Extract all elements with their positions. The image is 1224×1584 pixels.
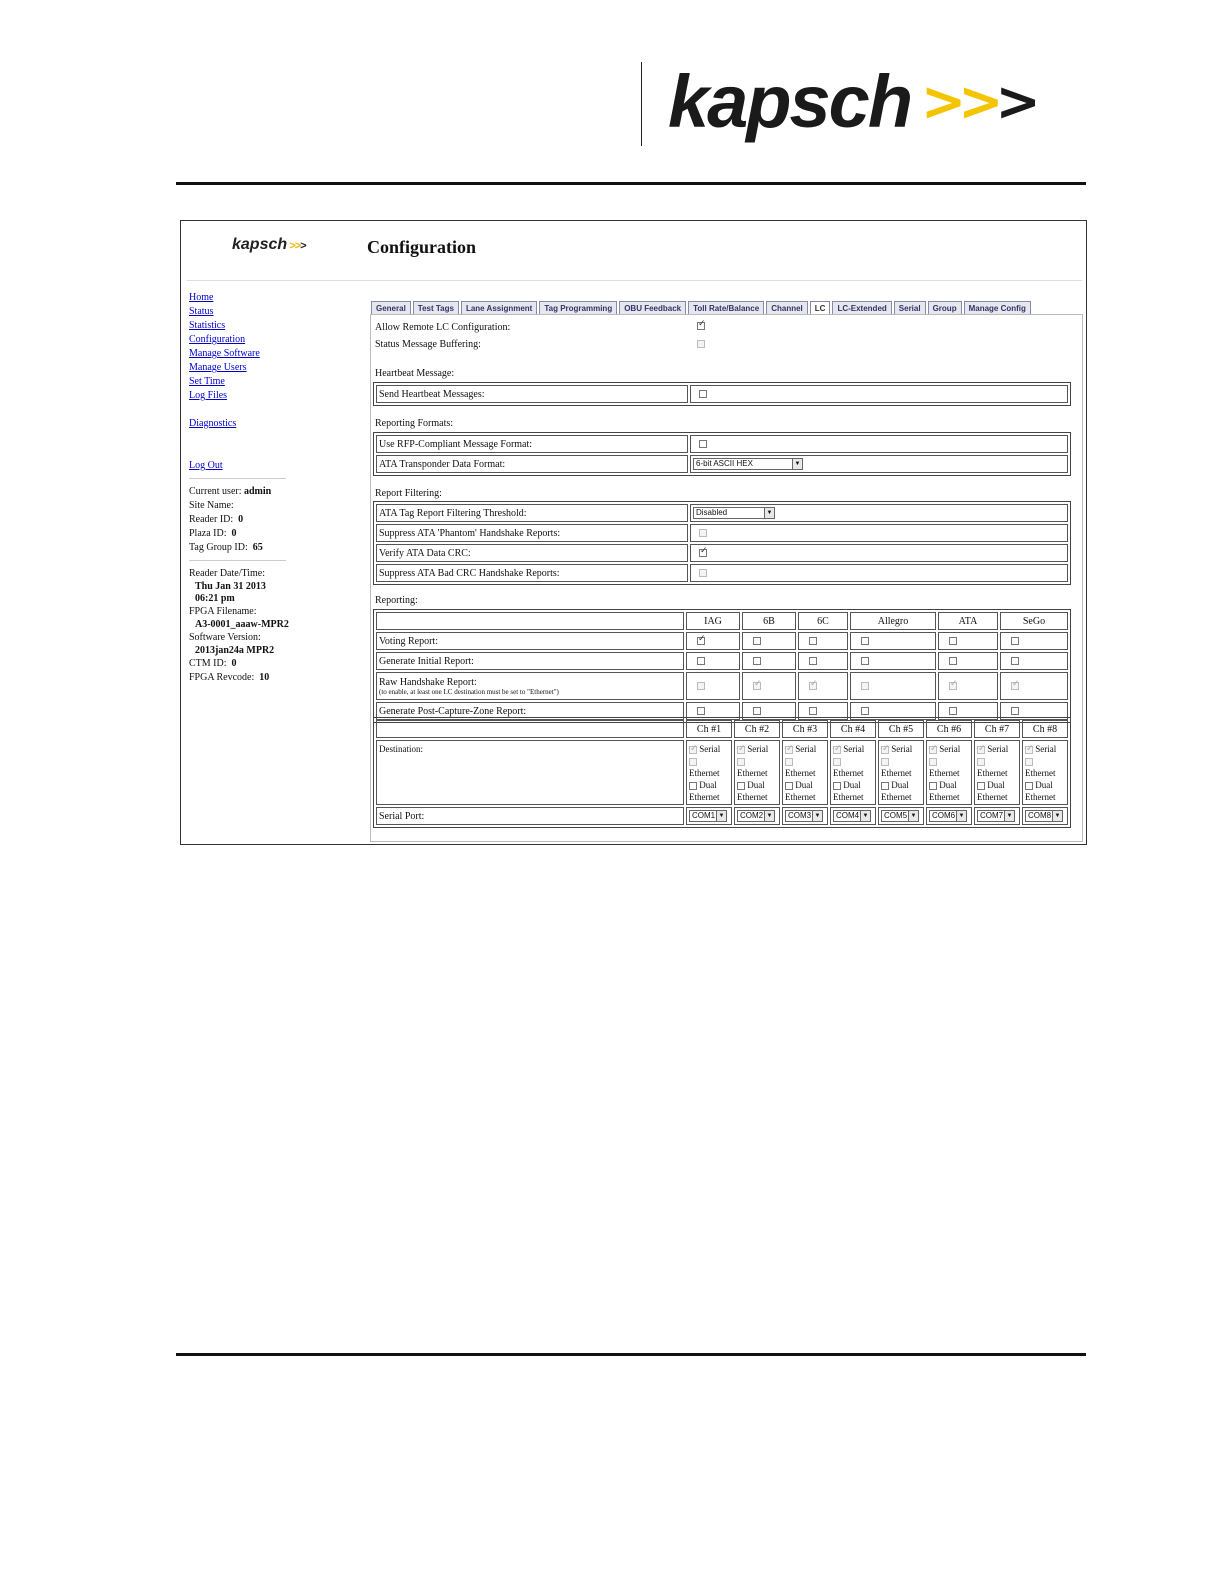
voting-ata-checkbox[interactable] [949, 637, 957, 645]
logo-arrows-icon: >>> [921, 70, 1033, 133]
initial-6c-checkbox[interactable] [809, 657, 817, 665]
nav-diagnostics[interactable]: Diagnostics [189, 418, 237, 429]
heartbeat-section: Heartbeat Message: [375, 368, 455, 379]
protocol-allegro: Allegro [850, 612, 936, 630]
ata-format-select[interactable]: 6-bit ASCII HEX ▼ [693, 458, 803, 470]
ata-threshold-label: ATA Tag Report Filtering Threshold: [376, 504, 688, 522]
destination-ch3: ✓ Serial Ethernet Dual Ethernet [782, 740, 828, 805]
destination-ch8: ✓ Serial Ethernet Dual Ethernet [1022, 740, 1068, 805]
channel-6: Ch #6 [926, 720, 972, 738]
ch2-dual-checkbox[interactable] [737, 782, 745, 790]
ctm-id: CTM ID: 0 [189, 658, 237, 669]
ch1-serial-checkbox[interactable] [689, 746, 697, 754]
tab-serial[interactable]: Serial [894, 301, 926, 315]
nav-home[interactable]: Home [189, 292, 214, 303]
chevron-down-icon: ▼ [860, 811, 870, 821]
raw-report-label: Raw Handshake Report: [379, 676, 477, 688]
chevron-down-icon: ▼ [716, 811, 726, 821]
channel-2: Ch #2 [734, 720, 780, 738]
tab-lane-assignment[interactable]: Lane Assignment [461, 301, 537, 315]
tab-lc-extended[interactable]: LC-Extended [832, 301, 891, 315]
destination-ch6: ✓ Serial Ethernet Dual Ethernet [926, 740, 972, 805]
rfp-checkbox[interactable] [699, 440, 707, 448]
destination-ch4: ✓ Serial Ethernet Dual Ethernet [830, 740, 876, 805]
protocol-iag: IAG [686, 612, 740, 630]
ch5-com-select[interactable]: COM5 ▼ [881, 810, 919, 822]
fpga-filename-label: FPGA Filename: [189, 606, 257, 617]
raw-report-note: (to enable, at least one LC destination must be set to "Ethernet") [379, 687, 559, 696]
allow-remote-label: Allow Remote LC Configuration: [375, 322, 511, 333]
initial-iag-checkbox[interactable] [697, 657, 705, 665]
ch4-com-select[interactable]: COM4 ▼ [833, 810, 871, 822]
raw-6c-checkbox[interactable] [809, 682, 817, 690]
ch5-dual-checkbox[interactable] [881, 782, 889, 790]
raw-allegro-checkbox[interactable] [861, 682, 869, 690]
serial-port-label: Serial Port: [376, 807, 684, 825]
verify-crc-checkbox[interactable] [699, 549, 707, 557]
raw-ata-checkbox[interactable] [949, 682, 957, 690]
plaza-id: Plaza ID: 0 [189, 528, 237, 539]
footer-rule [176, 1353, 1086, 1356]
voting-allegro-checkbox[interactable] [861, 637, 869, 645]
nav-status[interactable]: Status [189, 306, 214, 317]
protocol-6c: 6C [798, 612, 848, 630]
configuration-screenshot [180, 220, 1087, 845]
site-name: Site Name: [189, 500, 234, 511]
destination-ch7: ✓ Serial Ethernet Dual Ethernet [974, 740, 1020, 805]
report-filtering-table [373, 501, 1071, 585]
sidebar [189, 291, 349, 685]
tab-obu-feedback[interactable]: OBU Feedback [619, 301, 686, 315]
channel-4: Ch #4 [830, 720, 876, 738]
logo-wordmark: kapsch [668, 60, 912, 143]
post-allegro-checkbox[interactable] [861, 707, 869, 715]
initial-sego-checkbox[interactable] [1011, 657, 1019, 665]
ch4-serial-checkbox[interactable] [833, 746, 841, 754]
ch8-serial-checkbox[interactable] [1025, 746, 1033, 754]
nav-log-files[interactable]: Log Files [189, 390, 228, 401]
ch8-ethernet-checkbox[interactable] [1025, 758, 1033, 766]
tag-group-id: Tag Group ID: 65 [189, 542, 263, 553]
current-user: Current user: admin [189, 486, 272, 497]
config-tabs [371, 301, 1031, 315]
sidebar-divider [189, 560, 286, 561]
chevron-down-icon: ▼ [792, 459, 802, 469]
suppress-phantom-label: Suppress ATA 'Phantom' Handshake Reports: [376, 524, 688, 542]
voting-sego-checkbox[interactable] [1011, 637, 1019, 645]
raw-report-cell [376, 672, 684, 700]
ch1-com-select[interactable]: COM1 ▼ [689, 810, 727, 822]
ch8-dual-checkbox[interactable] [1025, 782, 1033, 790]
reader-date: Thu Jan 31 2013 [195, 581, 266, 592]
ata-threshold-select[interactable]: Disabled ▼ [693, 507, 775, 519]
ch6-dual-checkbox[interactable] [929, 782, 937, 790]
software-version: 2013jan24a MPR2 [195, 645, 275, 656]
initial-report-label: Generate Initial Report: [376, 652, 684, 670]
chevron-down-icon: ▼ [908, 811, 918, 821]
ch1-ethernet-checkbox[interactable] [689, 758, 697, 766]
ch7-dual-checkbox[interactable] [977, 782, 985, 790]
kapsch-logo [668, 62, 1033, 142]
software-version-label: Software Version: [189, 632, 261, 643]
protocol-ata: ATA [938, 612, 998, 630]
post-6c-checkbox[interactable] [809, 707, 817, 715]
initial-ata-checkbox[interactable] [949, 657, 957, 665]
initial-6b-checkbox[interactable] [753, 657, 761, 665]
post-iag-checkbox[interactable] [697, 707, 705, 715]
destination-ch1: ✓ Serial Ethernet Dual Ethernet [686, 740, 732, 805]
ch2-com-select[interactable]: COM2 ▼ [737, 810, 775, 822]
voting-6c-checkbox[interactable] [809, 637, 817, 645]
destination-header-blank [376, 720, 684, 738]
reader-datetime-label: Reader Date/Time: [189, 568, 266, 579]
send-heartbeat-label: Send Heartbeat Messages: [376, 385, 688, 403]
protocol-6b: 6B [742, 612, 796, 630]
heartbeat-table [373, 382, 1071, 406]
channel-1: Ch #1 [686, 720, 732, 738]
reporting-formats-section: Reporting Formats: [375, 418, 454, 429]
header-divider [641, 62, 642, 146]
nav-set-time[interactable]: Set Time [189, 376, 225, 387]
reporting-table [373, 609, 1071, 723]
header-rule [176, 182, 1086, 185]
initial-allegro-checkbox[interactable] [861, 657, 869, 665]
chevron-down-icon: ▼ [764, 508, 774, 518]
ch5-serial-checkbox[interactable] [881, 746, 889, 754]
ch2-ethernet-checkbox[interactable] [737, 758, 745, 766]
post-sego-checkbox[interactable] [1011, 707, 1019, 715]
nav-statistics[interactable]: Statistics [189, 320, 226, 331]
tab-tag-programming[interactable]: Tag Programming [539, 301, 617, 315]
suppress-phantom-checkbox[interactable] [699, 529, 707, 537]
reporting-header-blank [376, 612, 684, 630]
tab-general[interactable]: General [371, 301, 411, 315]
ch7-ethernet-checkbox[interactable] [977, 758, 985, 766]
raw-iag-checkbox[interactable] [697, 682, 705, 690]
ch3-dual-checkbox[interactable] [785, 782, 793, 790]
chevron-down-icon: ▼ [764, 811, 774, 821]
post-capture-label: Generate Post-Capture-Zone Report: [376, 702, 684, 720]
channel-8: Ch #8 [1022, 720, 1068, 738]
raw-6b-checkbox[interactable] [753, 682, 761, 690]
page-title: Configuration [367, 237, 477, 257]
title-divider [187, 280, 1082, 281]
ch3-ethernet-checkbox[interactable] [785, 758, 793, 766]
reporting-section: Reporting: [375, 595, 418, 606]
suppress-bad-crc-checkbox[interactable] [699, 569, 707, 577]
voting-6b-checkbox[interactable] [753, 637, 761, 645]
ata-format-label: ATA Transponder Data Format: [376, 455, 688, 473]
post-6b-checkbox[interactable] [753, 707, 761, 715]
ch7-serial-checkbox[interactable] [977, 746, 985, 754]
nav-log-out[interactable]: Log Out [189, 460, 223, 471]
tab-manage-config[interactable]: Manage Config [964, 301, 1031, 315]
ch6-ethernet-checkbox[interactable] [929, 758, 937, 766]
tab-group[interactable]: Group [928, 301, 962, 315]
channel-5: Ch #5 [878, 720, 924, 738]
ch4-dual-checkbox[interactable] [833, 782, 841, 790]
chevron-down-icon: ▼ [956, 811, 966, 821]
destination-table [373, 717, 1071, 828]
chevron-down-icon: ▼ [812, 811, 822, 821]
rfp-label: Use RFP-Compliant Message Format: [376, 435, 688, 453]
channel-7: Ch #7 [974, 720, 1020, 738]
sidebar-divider [189, 478, 286, 479]
protocol-sego: SeGo [1000, 612, 1068, 630]
reader-time: 06:21 pm [195, 593, 235, 604]
voting-iag-checkbox[interactable] [697, 637, 705, 645]
ch7-com-select[interactable]: COM7 ▼ [977, 810, 1015, 822]
verify-crc-label: Verify ATA Data CRC: [376, 544, 688, 562]
channel-3: Ch #3 [782, 720, 828, 738]
nav-manage-software[interactable]: Manage Software [189, 348, 260, 359]
post-ata-checkbox[interactable] [949, 707, 957, 715]
ch2-serial-checkbox[interactable] [737, 746, 745, 754]
app-logo: kapsch >>> [232, 236, 307, 253]
destination-label: Destination: [376, 740, 684, 805]
raw-sego-checkbox[interactable] [1011, 682, 1019, 690]
ch3-serial-checkbox[interactable] [785, 746, 793, 754]
suppress-bad-crc-label: Suppress ATA Bad CRC Handshake Reports: [376, 564, 688, 582]
tab-lc[interactable]: LC [810, 301, 831, 315]
nav-manage-users[interactable]: Manage Users [189, 362, 247, 373]
voting-report-label: Voting Report: [376, 632, 684, 650]
status-buffering-label: Status Message Buffering: [375, 339, 481, 350]
ch5-ethernet-checkbox[interactable] [881, 758, 889, 766]
send-heartbeat-checkbox[interactable] [699, 390, 707, 398]
ch8-com-select[interactable]: COM8 ▼ [1025, 810, 1063, 822]
chevron-down-icon: ▼ [1052, 811, 1062, 821]
fpga-filename: A3-0001_aaaw-MPR2 [195, 619, 289, 630]
tab-channel[interactable]: Channel [766, 301, 808, 315]
fpga-revcode: FPGA Revcode: 10 [189, 672, 270, 683]
reporting-formats-table [373, 432, 1071, 476]
destination-ch5: ✓ Serial Ethernet Dual Ethernet [878, 740, 924, 805]
ch4-ethernet-checkbox[interactable] [833, 758, 841, 766]
ch6-com-select[interactable]: COM6 ▼ [929, 810, 967, 822]
reader-id: Reader ID: 0 [189, 514, 244, 525]
ch1-dual-checkbox[interactable] [689, 782, 697, 790]
destination-ch2: ✓ Serial Ethernet Dual Ethernet [734, 740, 780, 805]
ch6-serial-checkbox[interactable] [929, 746, 937, 754]
ch3-com-select[interactable]: COM3 ▼ [785, 810, 823, 822]
tab-test-tags[interactable]: Test Tags [413, 301, 459, 315]
report-filtering-section: Report Filtering: [375, 488, 442, 499]
status-buffering-checkbox[interactable] [697, 340, 705, 348]
nav-configuration[interactable]: Configuration [189, 334, 246, 345]
chevron-down-icon: ▼ [1004, 811, 1014, 821]
allow-remote-checkbox[interactable] [697, 322, 705, 330]
tab-toll-rate-balance[interactable]: Toll Rate/Balance [688, 301, 764, 315]
